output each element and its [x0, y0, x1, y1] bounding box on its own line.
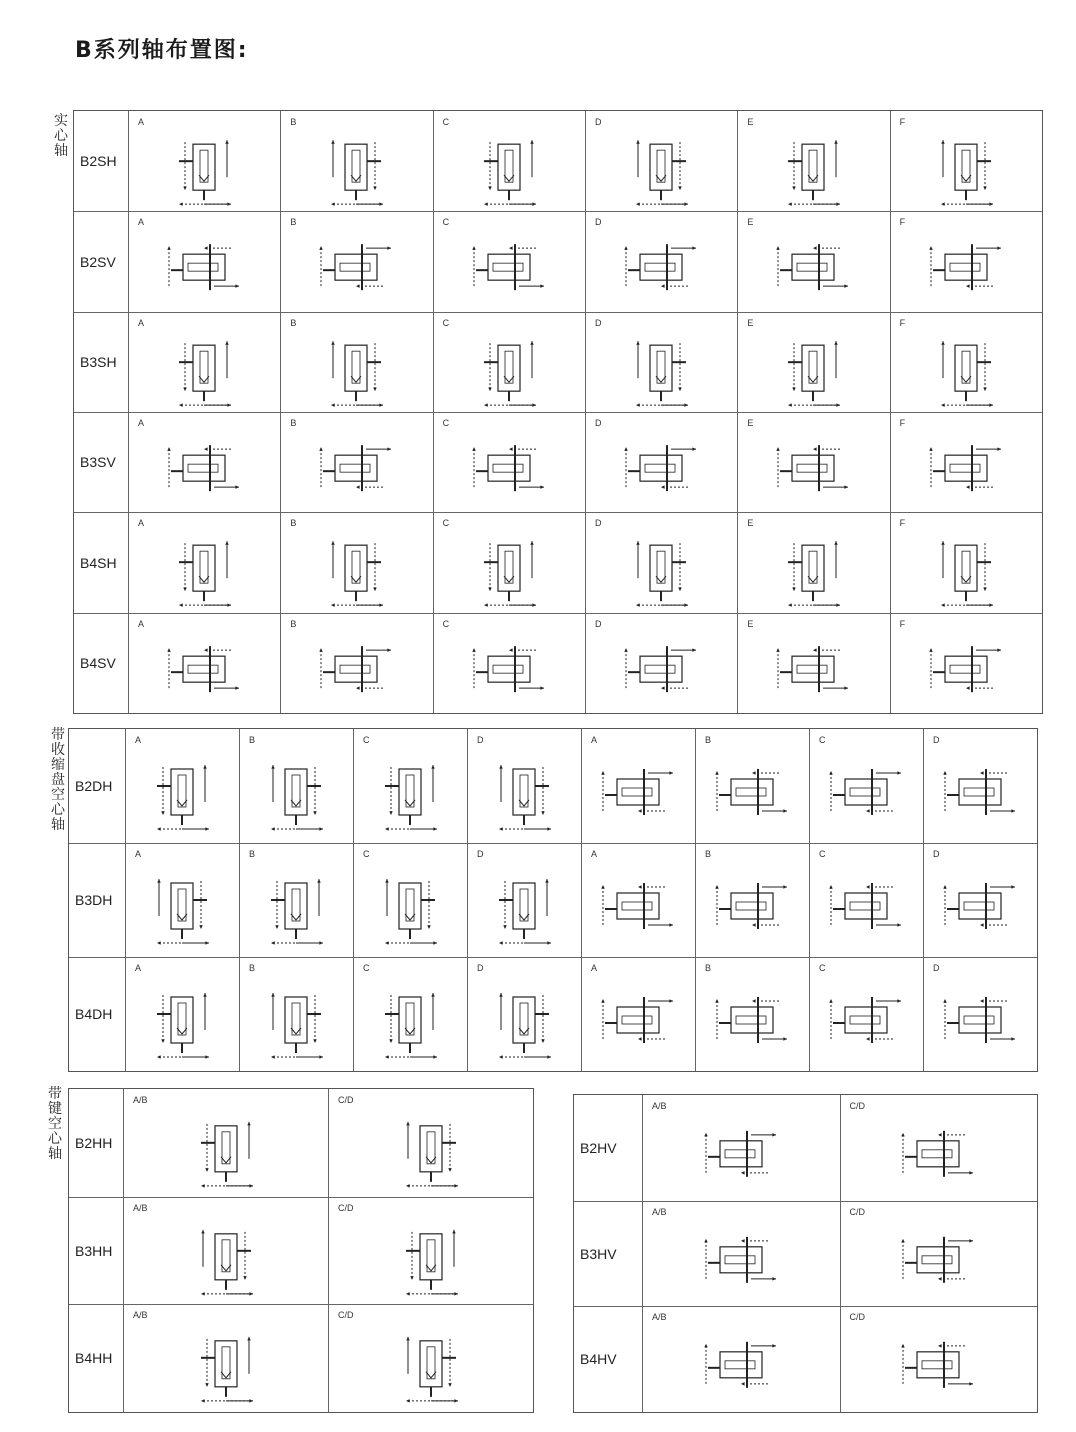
row-divider [69, 957, 1037, 958]
gearbox-diagram [906, 627, 1026, 711]
cell-position-label: B [290, 518, 297, 529]
cell-position-label: D [595, 117, 602, 127]
cell-position-label: A/B [133, 1095, 148, 1105]
arrangement-cell [328, 1103, 533, 1195]
row-label-b3sh: B3SH [80, 353, 117, 370]
cell-position-label: B [249, 963, 256, 973]
shrink-disc-hollow-shaft-label: 带收缩盘空心轴 [51, 727, 65, 833]
cell-position-label: C [819, 963, 826, 973]
cell-position-label: A [135, 849, 142, 859]
cell-position-label: E [747, 317, 754, 328]
row-divider [574, 1201, 1037, 1202]
cell-position-label: B [249, 735, 256, 745]
cell-position-label: E [747, 618, 754, 629]
arrangement-cell [642, 1109, 840, 1199]
gearbox-diagram [601, 326, 721, 410]
gearbox-diagram [753, 426, 873, 510]
arrangement-cell [125, 857, 239, 955]
gearbox-diagram [809, 857, 923, 955]
gearbox-diagram [601, 125, 721, 209]
arrangement-cell [433, 225, 585, 309]
cell-position-label: A/B [652, 1101, 667, 1111]
cell-position-label: C [442, 117, 450, 127]
gearbox-diagram [449, 627, 569, 711]
cell-position-label: C [363, 735, 370, 745]
arrangement-cell [695, 743, 809, 841]
row-divider [74, 512, 1042, 513]
gearbox-diagram [601, 225, 721, 309]
cell-position-label: A/B [133, 1202, 148, 1213]
gearbox-diagram [144, 225, 264, 309]
arrangement-cell [585, 125, 737, 209]
arrangement-cell [737, 526, 889, 610]
cell-position-label: F [899, 117, 906, 127]
arrangement-cell [353, 971, 467, 1069]
gearbox-diagram [681, 1109, 801, 1199]
gearbox-diagram [449, 125, 569, 209]
cell-position-label: D [595, 518, 602, 529]
cell-position-label: A [591, 735, 598, 745]
gearbox-diagram [601, 627, 721, 711]
cell-position-label: A [138, 618, 145, 629]
row-label-b4sv: B4SV [80, 654, 116, 671]
arrangement-cell [123, 1211, 328, 1303]
cell-position-label: A [135, 735, 142, 745]
arrangement-cell [890, 225, 1042, 309]
cell-position-label: C/D [849, 1206, 865, 1217]
cell-position-label: F [899, 317, 906, 328]
arrangement-cell [467, 857, 581, 955]
arrangement-cell [585, 225, 737, 309]
cell-position-label: B [705, 849, 712, 859]
cell-position-label: F [899, 618, 906, 629]
gearbox-diagram [166, 1318, 286, 1410]
row-divider [74, 312, 1042, 313]
gearbox-diagram [695, 743, 809, 841]
gearbox-diagram [125, 857, 239, 955]
cell-position-label: E [747, 418, 754, 428]
cell-position-label: E [747, 217, 754, 228]
cell-position-label: B [290, 117, 297, 127]
row-label-b2sv: B2SV [80, 253, 116, 270]
row-label-b4hh: B4HH [75, 1350, 113, 1367]
gearbox-diagram [144, 526, 264, 610]
arrangement-cell [328, 1211, 533, 1303]
gearbox-diagram [878, 1320, 998, 1410]
arrangement-cell [581, 857, 695, 955]
gearbox-diagram [695, 971, 809, 1069]
gearbox-diagram [371, 1318, 491, 1410]
row-divider [69, 1197, 533, 1198]
cell-position-label: F [899, 518, 906, 529]
gearbox-diagram [809, 743, 923, 841]
cell-position-label: C [363, 849, 370, 859]
cell-position-label: B [705, 735, 712, 745]
arrangement-cell [840, 1320, 1038, 1410]
cell-position-label: D [595, 317, 602, 328]
arrangement-cell [923, 857, 1037, 955]
arrangement-cell [239, 743, 353, 841]
cell-position-label: C [819, 735, 826, 745]
gearbox-diagram [239, 857, 353, 955]
arrangement-cell [737, 125, 889, 209]
row-divider [74, 613, 1042, 614]
arrangement-cell [128, 526, 280, 610]
arrangement-cell [125, 971, 239, 1069]
gearbox-diagram [601, 526, 721, 610]
arrangement-cell [328, 1318, 533, 1410]
gearbox-diagram [296, 426, 416, 510]
row-divider [74, 412, 1042, 413]
cell-position-label: C/D [849, 1101, 865, 1111]
solid-shaft-label: 实心轴 [54, 113, 68, 159]
arrangement-cell [433, 627, 585, 711]
row-label-b3hh: B3HH [75, 1242, 113, 1259]
cell-position-label: D [595, 418, 602, 428]
cell-position-label: E [747, 518, 754, 529]
arrangement-cell [280, 627, 432, 711]
solid-shaft-table [73, 110, 1043, 714]
cell-position-label: A [135, 963, 142, 973]
gearbox-diagram [878, 1215, 998, 1305]
row-label-b4sh: B4SH [80, 554, 117, 571]
arrangement-cell [695, 857, 809, 955]
gearbox-diagram [601, 426, 721, 510]
cell-position-label: C [363, 963, 370, 973]
gearbox-diagram [581, 743, 695, 841]
cell-position-label: A [138, 317, 145, 328]
arrangement-cell [280, 426, 432, 510]
arrangement-cell [923, 971, 1037, 1069]
gearbox-diagram [296, 627, 416, 711]
arrangement-cell [642, 1215, 840, 1305]
row-label-b2sh: B2SH [80, 153, 117, 170]
cell-position-label: A [591, 963, 598, 973]
gearbox-diagram [449, 526, 569, 610]
gearbox-diagram [695, 857, 809, 955]
cell-position-label: B [290, 418, 297, 428]
cell-position-label: D [477, 849, 484, 859]
cell-position-label: B [249, 849, 256, 859]
arrangement-cell [128, 125, 280, 209]
arrangement-cell [353, 743, 467, 841]
gearbox-diagram [353, 857, 467, 955]
row-label-b3dh: B3DH [75, 892, 113, 908]
arrangement-cell [890, 627, 1042, 711]
arrangement-cell [923, 743, 1037, 841]
arrangement-cell [737, 225, 889, 309]
row-divider [69, 1304, 533, 1305]
arrangement-cell [890, 526, 1042, 610]
row-divider [69, 843, 1037, 844]
cell-position-label: B [290, 618, 297, 629]
cell-position-label: D [477, 735, 484, 745]
cell-position-label: D [933, 735, 940, 745]
cell-position-label: D [595, 217, 602, 228]
gearbox-diagram [923, 857, 1037, 955]
gearbox-diagram [166, 1103, 286, 1195]
arrangement-cell [840, 1109, 1038, 1199]
arrangement-cell [123, 1103, 328, 1195]
cell-position-label: D [933, 963, 940, 973]
cell-position-label: A [138, 117, 145, 127]
row-divider [74, 211, 1042, 212]
arrangement-cell [128, 426, 280, 510]
arrangement-cell [695, 971, 809, 1069]
arrangement-cell [840, 1215, 1038, 1305]
arrangement-cell [890, 326, 1042, 410]
cell-position-label: A [138, 518, 145, 529]
arrangement-cell [890, 125, 1042, 209]
arrangement-cell [280, 526, 432, 610]
arrangement-cell [467, 971, 581, 1069]
gearbox-diagram [681, 1320, 801, 1410]
shrink-disc-table [68, 728, 1038, 1072]
arrangement-cell [128, 627, 280, 711]
gearbox-diagram [923, 971, 1037, 1069]
keyed-hollow-shaft-label: 带键空心轴 [48, 1086, 62, 1162]
arrangement-cell [433, 526, 585, 610]
gearbox-diagram [906, 326, 1026, 410]
page-title: B系列轴布置图: [75, 38, 249, 63]
arrangement-cell [128, 225, 280, 309]
row-divider [574, 1306, 1037, 1307]
arrangement-cell [585, 426, 737, 510]
gearbox-diagram [144, 627, 264, 711]
gearbox-diagram [753, 125, 873, 209]
gearbox-diagram [296, 326, 416, 410]
gearbox-diagram [681, 1215, 801, 1305]
gearbox-diagram [809, 971, 923, 1069]
arrangement-cell [585, 326, 737, 410]
gearbox-diagram [753, 526, 873, 610]
arrangement-cell [642, 1320, 840, 1410]
gearbox-diagram [239, 743, 353, 841]
cell-position-label: A [591, 849, 598, 859]
arrangement-cell [353, 857, 467, 955]
gearbox-diagram [296, 225, 416, 309]
cell-position-label: C [442, 317, 450, 328]
arrangement-cell [737, 627, 889, 711]
cell-position-label: F [899, 418, 906, 428]
arrangement-cell [467, 743, 581, 841]
gearbox-diagram [467, 971, 581, 1069]
arrangement-cell [123, 1318, 328, 1410]
arrangement-cell [581, 971, 695, 1069]
cell-position-label: C/D [338, 1310, 354, 1321]
arrangement-cell [809, 743, 923, 841]
arrangement-cell [433, 426, 585, 510]
row-label-b4hv: B4HV [580, 1351, 617, 1368]
gearbox-diagram [296, 526, 416, 610]
gearbox-diagram [166, 1211, 286, 1303]
row-label-b4dh: B4DH [75, 1006, 113, 1022]
cell-position-label: F [899, 217, 906, 228]
gearbox-diagram [371, 1103, 491, 1195]
cell-position-label: C/D [849, 1312, 865, 1323]
row-label-b2dh: B2DH [75, 778, 113, 794]
arrangement-cell [585, 526, 737, 610]
gearbox-diagram [906, 125, 1026, 209]
gearbox-diagram [753, 225, 873, 309]
gearbox-diagram [753, 326, 873, 410]
gearbox-diagram [144, 426, 264, 510]
gearbox-diagram [753, 627, 873, 711]
arrangement-cell [125, 743, 239, 841]
gearbox-diagram [449, 326, 569, 410]
cell-position-label: A/B [652, 1206, 667, 1217]
cell-position-label: C [819, 849, 826, 859]
cell-position-label: B [290, 217, 297, 228]
arrangement-cell [809, 971, 923, 1069]
gearbox-diagram [125, 971, 239, 1069]
row-label-b3sv: B3SV [80, 454, 116, 471]
row-label-b2hv: B2HV [580, 1139, 617, 1156]
gearbox-diagram [144, 125, 264, 209]
arrangement-cell [433, 125, 585, 209]
gearbox-diagram [449, 225, 569, 309]
gearbox-diagram [467, 743, 581, 841]
keyed-hollow-left-table [68, 1088, 534, 1413]
cell-position-label: C/D [338, 1202, 354, 1213]
arrangement-cell [581, 743, 695, 841]
arrangement-cell [433, 326, 585, 410]
cell-position-label: A/B [133, 1310, 148, 1321]
cell-position-label: C [442, 217, 450, 228]
arrangement-cell [280, 225, 432, 309]
arrangement-cell [585, 627, 737, 711]
arrangement-cell [809, 857, 923, 955]
arrangement-cell [239, 857, 353, 955]
row-label-b3hv: B3HV [580, 1245, 617, 1262]
gearbox-diagram [144, 326, 264, 410]
gearbox-diagram [449, 426, 569, 510]
cell-position-label: E [747, 117, 754, 127]
cell-position-label: C [442, 518, 450, 529]
gearbox-diagram [906, 526, 1026, 610]
gearbox-diagram [581, 857, 695, 955]
gearbox-diagram [239, 971, 353, 1069]
arrangement-cell [737, 426, 889, 510]
cell-position-label: D [477, 963, 484, 973]
gearbox-diagram [353, 743, 467, 841]
gearbox-diagram [125, 743, 239, 841]
gearbox-diagram [467, 857, 581, 955]
arrangement-cell [128, 326, 280, 410]
gearbox-diagram [906, 225, 1026, 309]
gearbox-diagram [878, 1109, 998, 1199]
row-label-b2hh: B2HH [75, 1134, 113, 1151]
cell-position-label: B [705, 963, 712, 973]
keyed-hollow-right-table [573, 1094, 1038, 1413]
gearbox-diagram [581, 971, 695, 1069]
cell-position-label: D [595, 618, 602, 629]
arrangement-cell [280, 326, 432, 410]
gearbox-diagram [353, 971, 467, 1069]
cell-position-label: B [290, 317, 297, 328]
gearbox-diagram [906, 426, 1026, 510]
cell-position-label: D [933, 849, 940, 859]
cell-position-label: A/B [652, 1312, 667, 1323]
arrangement-cell [239, 971, 353, 1069]
cell-position-label: C [442, 418, 450, 428]
gearbox-diagram [923, 743, 1037, 841]
arrangement-cell [890, 426, 1042, 510]
gearbox-diagram [296, 125, 416, 209]
cell-position-label: A [138, 418, 145, 428]
cell-position-label: C [442, 618, 450, 629]
arrangement-cell [280, 125, 432, 209]
arrangement-cell [737, 326, 889, 410]
cell-position-label: A [138, 217, 145, 228]
gearbox-diagram [371, 1211, 491, 1303]
cell-position-label: C/D [338, 1095, 354, 1105]
